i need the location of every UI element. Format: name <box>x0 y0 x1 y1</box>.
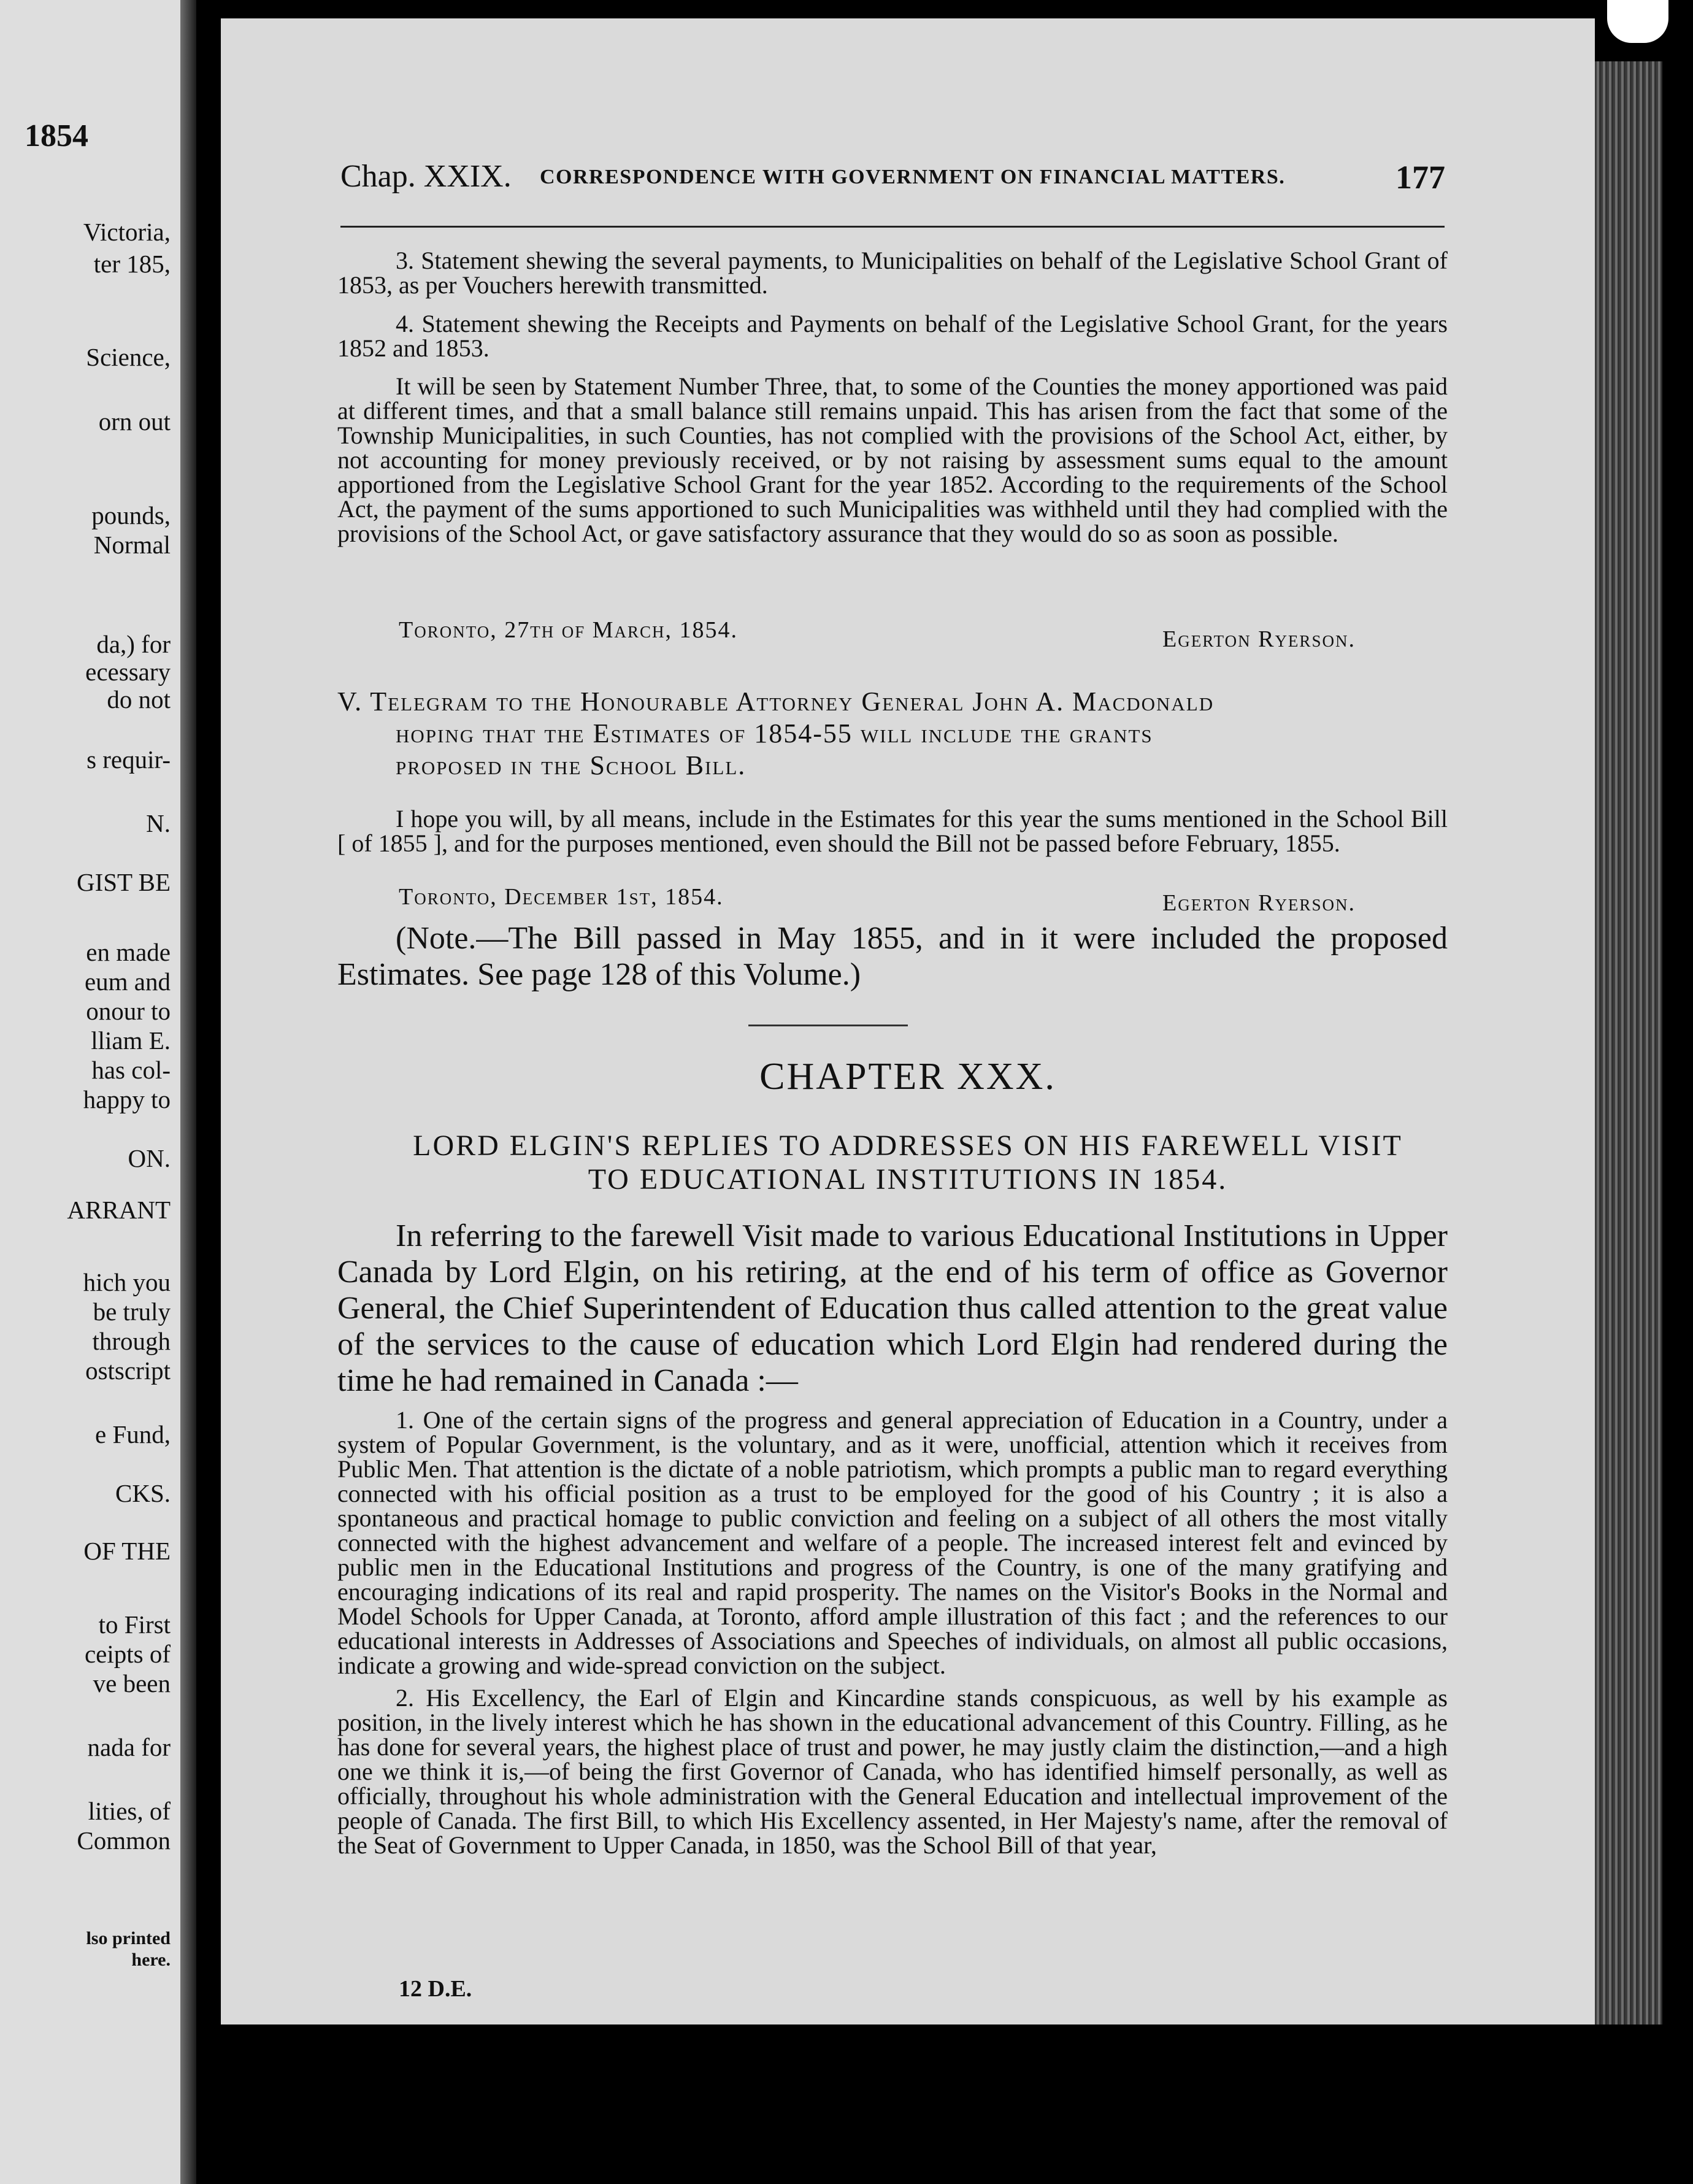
chapter-paragraph-2: 2. His Excellency, the Earl of Elgin and Kincardine stands conspicuous, as well by his example as position, in the lively interest which he has shown in the educational advancement of this Country. Filling, as he has done for several years, the highest place of trust and power, he may justly claim the distinction,—and a high one we think it is,—of being the first Governor of Canada, who has identified himself personally, as well as officially, throughout his whole administration with the General Education and intellectual improvement of the people of Canada. The first Bill, to which His Excellency assented, in Her Majesty's name, after the removal of the Seat of Government to Upper Canada, in 1850, was the School Bill of that year, <box>337 1684 1448 1859</box>
left-page-text-fragment: orn out <box>98 407 171 436</box>
page-number: 177 <box>1395 159 1445 196</box>
left-footnote-line: lso printed <box>86 1928 171 1948</box>
left-page-text-fragment: e Fund, <box>95 1420 171 1448</box>
left-page-text-fragment: happy to <box>83 1085 171 1113</box>
left-page-text-fragment: to First <box>98 1610 171 1639</box>
chapter-intro-paragraph: In referring to the farewell Visit made to various Educational Institutions in Upper Canada by Lord Elgin, on his retiring, at the end of his term of office as Governor General, the Chief Superintendent of Education thus called attention to the great value of the services to the cause of education which Lord Elgin had rendered during the time he had remained in Canada :— <box>337 1218 1448 1398</box>
paragraph-statement-4: 4. Statement shewing the Receipts and Payments on behalf of the Legislative School Grant, for the years 1852 and 1853. <box>337 310 1448 362</box>
signature-name: Egerton Ryerson. <box>1162 890 1356 916</box>
left-page-fragment <box>0 0 196 2184</box>
left-page-text-fragment: through <box>92 1327 171 1355</box>
left-page-text-fragment: nada for <box>87 1733 171 1761</box>
signature-place-date: Toronto, 27th of March, 1854. <box>399 617 739 643</box>
left-page-text-fragment: Victoria, <box>83 218 171 246</box>
left-page-text-fragment: pounds, <box>91 501 171 529</box>
left-page-text-fragment: Normal <box>93 531 171 559</box>
left-page-text-fragment: da,) for <box>96 630 171 658</box>
left-page-text-fragment: do not <box>107 685 171 713</box>
left-page-text-fragment: be truly <box>93 1298 171 1326</box>
printer-signature-mark: 12 D.E. <box>399 1976 472 2002</box>
left-page-text-fragment: ter 185, <box>93 250 171 278</box>
left-page-text-fragment: onour to <box>86 997 171 1025</box>
left-page-text-fragment: ostscript <box>85 1356 171 1385</box>
page-stack-edge <box>1595 61 1662 2024</box>
left-page-text-fragment: N. <box>146 809 171 837</box>
chapter-heading: CHAPTER XXX. <box>759 1056 1056 1098</box>
left-page-text-fragment: en made <box>86 938 171 966</box>
section-heading-line: V. Telegram to the Honourable Attorney General John A. Macdonald <box>337 686 1215 717</box>
left-page-text-fragment: CKS. <box>115 1479 171 1507</box>
left-page-text-fragment: hich you <box>83 1268 171 1296</box>
signature-name: Egerton Ryerson. <box>1162 626 1356 652</box>
section-heading-telegram <box>337 686 1442 782</box>
left-page-text-fragment: lliam E. <box>91 1026 171 1055</box>
main-page <box>221 18 1595 2024</box>
left-page-text-fragment: OF THE <box>83 1537 171 1565</box>
header-rule <box>340 226 1445 228</box>
left-page-text-fragment: ve been <box>93 1669 171 1698</box>
paragraph-statement-3: 3. Statement shewing the several payments, to Municipalities on behalf of the Legislative School Grant of 1853, as per Vouchers herewith transmitted. <box>337 247 1448 299</box>
left-page-text-fragment: GIST BE <box>76 868 171 896</box>
note-paragraph: (Note.—The Bill passed in May 1855, and in it were included the proposed Estimates. See page 128 of this Volume.) <box>337 921 1448 992</box>
left-page-year: 1854 <box>25 118 88 153</box>
left-page-text-fragment: Common <box>77 1826 171 1855</box>
left-page-text-fragment: eum and <box>84 967 171 996</box>
left-page-text-fragment: ecessary <box>85 658 171 686</box>
section-heading-line: proposed in the School Bill. <box>396 750 747 780</box>
running-header-title: CORRESPONDENCE WITH GOVERNMENT ON FINANCIAL MATTERS. <box>540 166 1286 188</box>
chapter-subtitle-line: TO EDUCATIONAL INSTITUTIONS IN 1854. <box>588 1163 1228 1196</box>
scan-corner-mark <box>1607 0 1668 43</box>
left-page-text-fragment: ARRANT <box>67 1196 171 1224</box>
left-page-text-fragment: s requir- <box>86 745 171 774</box>
left-page-text-fragment: Science, <box>86 343 171 371</box>
paragraph-telegram: I hope you will, by all means, include in the Estimates for this year the sums mentioned in the School Bill [ of 1855 ], and for the purposes mentioned, even should the Bill not be passed before February, 1855. <box>337 805 1448 857</box>
chapter-rule <box>748 1025 908 1026</box>
paragraph-statement-explanation: It will be seen by Statement Number Three, that, to some of the Counties the money apportioned was paid at different times, and that a small balance still remains unpaid. This has arisen from the fact that some of the Township Municipalities, in such Counties, has not complied with the provisions of the School Act, either, by not accounting for money previously received, or by not raising by assessment sums equal to the amount apportioned from the Legislative School Grant for the year 1852. According to the requirements of the School Act, the payment of the sums apportioned to such Municipalities was withheld until they had complied with the provisions of the School Act, or gave satisfactory assurance that they would do so as soon as possible. <box>337 372 1448 547</box>
running-header-chapter: Chap. XXIX. <box>340 159 512 194</box>
chapter-paragraph-1: 1. One of the certain signs of the progress and general appreciation of Education in a Country, under a system of Popular Government, is the voluntary, and as it were, unofficial, attention which it receives from Public Men. That attention is the dictate of a noble patriotism, which prompts a public man to regard everything connected with his official position as a trust to be employed for the good of his Country ; it is also a spontaneous and practical homage to public conviction and feeling on a subject of all others the most vitally connected with the highest advancement and welfare of a people. The increased interest felt and evinced by public men in the Educational Institutions and progress of the Country, is one of the many gratifying and encouraging indications of its real and rapid prosperity. The names on the Visitor's Books in the Normal and Model Schools for Upper Canada, at Toronto, afford ample illustration of this fact ; and the references to our educational interests in Addresses of Associations and Speeches of individuals, on almost all public occasions, indicate a growing and wide-spread conviction on the subject. <box>337 1406 1448 1679</box>
signature-place-date: Toronto, December 1st, 1854. <box>399 884 724 910</box>
chapter-subtitle-line: LORD ELGIN'S REPLIES TO ADDRESSES ON HIS FAREWELL VISIT <box>413 1129 1403 1162</box>
book-gutter <box>180 0 196 2184</box>
section-heading-line: hoping that the Estimates of 1854-55 will include the grants <box>396 718 1153 748</box>
left-page-text-fragment: ON. <box>128 1144 171 1172</box>
left-footnote-line: here. <box>131 1950 171 1970</box>
left-page-text-fragment: lities, of <box>88 1797 171 1825</box>
left-page-text-fragment: has col- <box>91 1056 171 1084</box>
left-page-text-fragment: ceipts of <box>84 1640 171 1668</box>
